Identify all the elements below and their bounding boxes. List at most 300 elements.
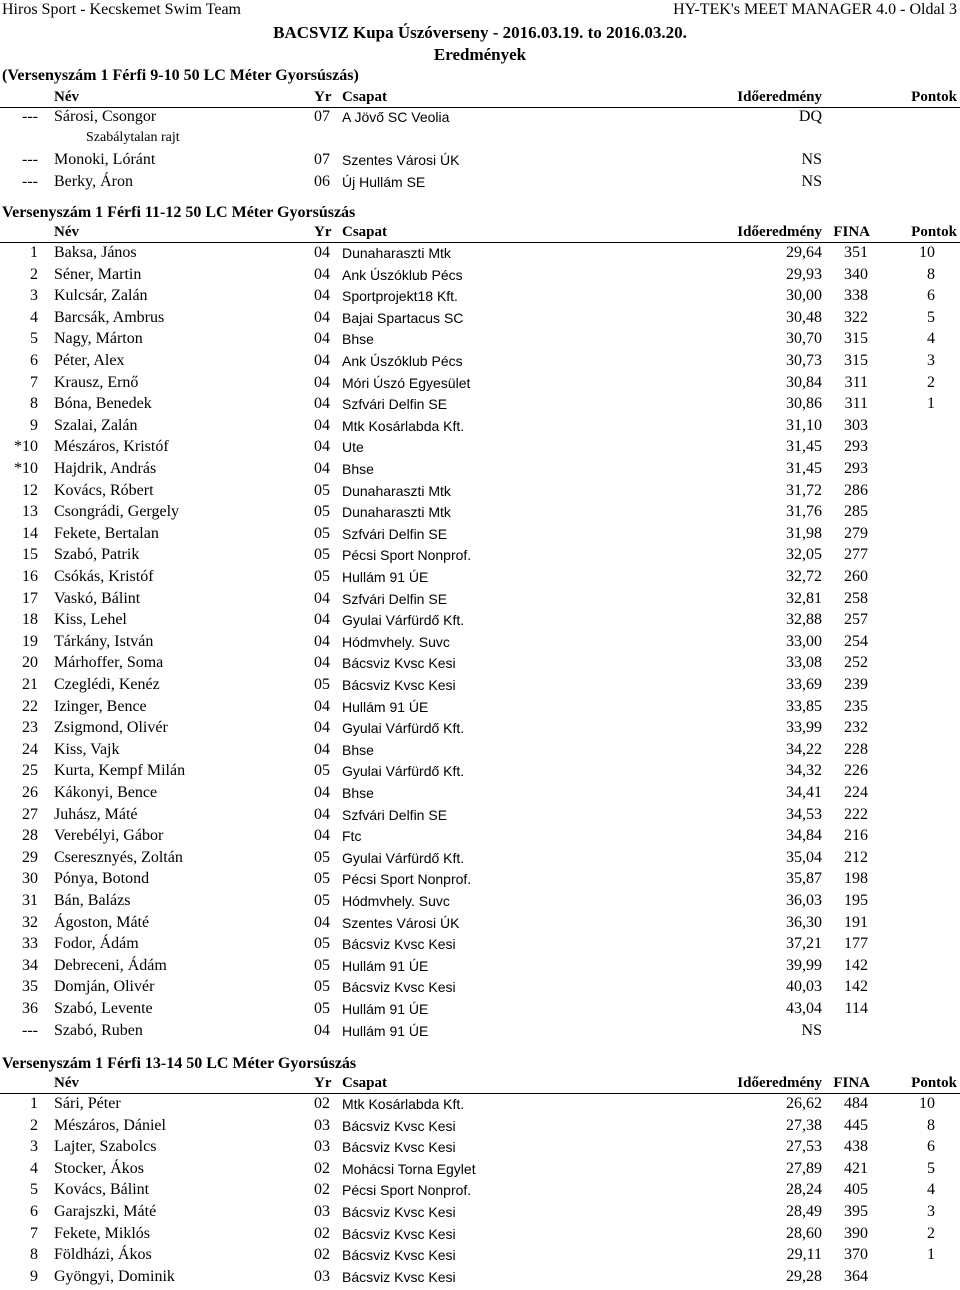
cell-place: 2 [30,1117,38,1134]
cell-name: Juhász, Máté [54,806,138,823]
column-header-fina: FINA [833,224,870,240]
cell-fina: 370 [844,1246,868,1263]
cell-yr: 05 [314,568,330,585]
cell-time: 31,98 [786,525,822,542]
cell-place: 7 [30,1225,38,1242]
cell-fina: 293 [844,438,868,455]
cell-time: 34,32 [786,762,822,779]
cell-team: Hullám 91 ÚE [342,958,429,974]
cell-time: 30,70 [786,330,822,347]
cell-name: Kovács, Bálint [54,1181,150,1198]
cell-place: 24 [22,741,38,758]
result-note: Szabálytalan rajt [86,130,180,145]
cell-place: 4 [30,1160,38,1177]
cell-fina: 142 [844,978,868,995]
cell-fina: 212 [844,849,868,866]
cell-yr: 05 [314,935,330,952]
result-row [0,460,960,481]
cell-time: 27,53 [786,1138,822,1155]
cell-place: 32 [22,914,38,931]
cell-name: Sári, Péter [54,1095,121,1112]
cell-team: Ank Úszóklub Pécs [342,353,463,369]
cell-time: 27,38 [786,1117,822,1134]
cell-team: Bácsviz Kvsc Kesi [342,936,456,952]
cell-yr: 05 [314,849,330,866]
cell-yr: 04 [314,611,330,628]
result-row [0,374,960,395]
cell-yr: 02 [314,1246,330,1263]
column-header-nev: Név [54,1075,79,1091]
column-header-nev: Név [54,224,79,240]
cell-team: Szfvári Delfin SE [342,807,448,823]
cell-name: Monoki, Lóránt [54,151,156,168]
cell-yr: 04 [314,698,330,715]
result-row [0,1160,960,1181]
cell-fina: 438 [844,1138,868,1155]
cell-team: Ank Úszóklub Pécs [342,267,463,283]
cell-name: Péter, Alex [54,352,125,369]
cell-pts: 8 [927,1117,935,1134]
cell-time: 33,99 [786,719,822,736]
cell-time: 28,24 [786,1181,822,1198]
cell-time: 40,03 [786,978,822,995]
cell-yr: 05 [314,676,330,693]
cell-yr: 04 [314,374,330,391]
cell-time: 30,84 [786,374,822,391]
cell-pts: 1 [927,395,935,412]
cell-time: 34,53 [786,806,822,823]
cell-fina: 484 [844,1095,868,1112]
cell-time: 31,10 [786,417,822,434]
cell-fina: 222 [844,806,868,823]
cell-place: 18 [22,611,38,628]
header-right: HY-TEK's MEET MANAGER 4.0 - Oldal 3 [673,1,957,18]
column-header-nev: Név [54,89,79,105]
cell-fina: 177 [844,935,868,952]
cell-pts: 8 [927,266,935,283]
cell-name: Baksa, János [54,244,137,261]
cell-pts: 2 [927,1225,935,1242]
cell-fina: 224 [844,784,868,801]
column-header-pts: Pontok [911,89,957,105]
result-row [0,330,960,351]
cell-place: 3 [30,1138,38,1155]
cell-place: 9 [30,417,38,434]
cell-fina: 286 [844,482,868,499]
cell-team: Sportprojekt18 Kft. [342,288,458,304]
cell-team: Hódmvhely. Suvc [342,634,450,650]
result-row [0,590,960,611]
result-row [0,417,960,438]
cell-pts: 2 [927,374,935,391]
cell-time: 34,84 [786,827,822,844]
cell-team: Ftc [342,828,362,844]
cell-fina: 421 [844,1160,868,1177]
cell-pts: 10 [919,1095,935,1112]
cell-team: Bácsviz Kvsc Kesi [342,1226,456,1242]
cell-fina: 239 [844,676,868,693]
cell-name: Sárosi, Csongor [54,108,157,125]
cell-place: 5 [30,330,38,347]
cell-name: Gyöngyi, Dominik [54,1268,175,1285]
cell-yr: 04 [314,741,330,758]
cell-place: --- [22,1022,38,1039]
cell-fina: 293 [844,460,868,477]
cell-time: NS [801,151,822,168]
cell-name: Debreceni, Ádám [54,957,167,974]
result-row [0,676,960,697]
cell-name: Szabó, Levente [54,1000,153,1017]
column-header-time: Időeredmény [737,89,822,105]
cell-place: *10 [14,438,38,455]
result-row [0,654,960,675]
result-row [0,741,960,762]
cell-place: 5 [30,1181,38,1198]
cell-team: Gyulai Várfürdő Kft. [342,763,465,779]
column-header [0,224,960,243]
cell-name: Zsigmond, Olivér [54,719,168,736]
cell-name: Mészáros, Dániel [54,1117,166,1134]
header-left: Hiros Sport - Kecskemet Swim Team [2,1,241,18]
result-row [0,108,960,129]
cell-time: 28,49 [786,1203,822,1220]
cell-fina: 351 [844,244,868,261]
cell-yr: 04 [314,806,330,823]
column-header-fina: FINA [833,1075,870,1091]
result-row [0,244,960,265]
cell-team: Pécsi Sport Nonprof. [342,871,472,887]
result-row [0,762,960,783]
cell-pts: 5 [927,1160,935,1177]
result-row [0,978,960,999]
cell-name: Verebélyi, Gábor [54,827,164,844]
cell-time: 36,03 [786,892,822,909]
column-header-csapat: Csapat [342,89,388,105]
cell-name: Krausz, Ernő [54,374,139,391]
cell-fina: 405 [844,1181,868,1198]
cell-place: 7 [30,374,38,391]
cell-time: 30,86 [786,395,822,412]
cell-time: 32,81 [786,590,822,607]
cell-yr: 07 [314,108,330,125]
cell-time: 33,08 [786,654,822,671]
cell-team: Ute [342,439,364,455]
result-row [0,503,960,524]
cell-team: Bácsviz Kvsc Kesi [342,1269,456,1285]
cell-yr: 04 [314,330,330,347]
result-row [0,1022,960,1043]
cell-time: 29,64 [786,244,822,261]
cell-pts: 6 [927,287,935,304]
cell-time: 36,30 [786,914,822,931]
cell-team: Hullám 91 ÚE [342,1023,429,1039]
cell-yr: 02 [314,1225,330,1242]
cell-fina: 311 [844,395,868,412]
cell-time: 39,99 [786,957,822,974]
event-title: Versenyszám 1 Férfi 13-14 50 LC Méter Gyorsúszás [2,1055,357,1072]
cell-name: Vaskó, Bálint [54,590,141,607]
cell-fina: 390 [844,1225,868,1242]
cell-yr: 04 [314,309,330,326]
cell-place: 30 [22,870,38,887]
column-header-yr: Yr [314,89,332,105]
cell-team: Új Hullám SE [342,174,426,190]
result-row [0,438,960,459]
cell-time: DQ [798,108,822,125]
cell-yr: 02 [314,1095,330,1112]
cell-yr: 04 [314,352,330,369]
cell-fina: 226 [844,762,868,779]
cell-pts: 4 [927,1181,935,1198]
cell-team: Mtk Kosárlabda Kft. [342,418,465,434]
result-row [0,633,960,654]
result-row [0,309,960,330]
result-row [0,1117,960,1138]
cell-yr: 05 [314,957,330,974]
cell-time: 35,04 [786,849,822,866]
result-row [0,395,960,416]
cell-time: NS [801,173,822,190]
cell-place: 16 [22,568,38,585]
cell-pts: 1 [927,1246,935,1263]
cell-yr: 03 [314,1138,330,1155]
cell-yr: 04 [314,395,330,412]
cell-place: 25 [22,762,38,779]
cell-time: 34,22 [786,741,822,758]
cell-time: 31,76 [786,503,822,520]
cell-team: Mtk Kosárlabda Kft. [342,1096,465,1112]
cell-yr: 04 [314,1022,330,1039]
cell-team: Bácsviz Kvsc Kesi [342,655,456,671]
cell-place: 4 [30,309,38,326]
cell-name: Pónya, Botond [54,870,150,887]
cell-place: 17 [22,590,38,607]
column-header-csapat: Csapat [342,1075,388,1091]
cell-place: 15 [22,546,38,563]
cell-fina: 252 [844,654,868,671]
cell-place: 13 [22,503,38,520]
cell-name: Stocker, Ákos [54,1160,145,1177]
cell-place: 6 [30,352,38,369]
cell-yr: 06 [314,173,330,190]
cell-name: Kurta, Kempf Milán [54,762,186,779]
cell-team: Hullám 91 ÚE [342,1001,429,1017]
cell-name: Fodor, Ádám [54,935,139,952]
cell-team: Bácsviz Kvsc Kesi [342,1139,456,1155]
cell-yr: 07 [314,151,330,168]
result-row [0,546,960,567]
column-header-csapat: Csapat [342,224,388,240]
cell-time: NS [801,1022,822,1039]
cell-team: Szfvári Delfin SE [342,591,448,607]
meet-title: BACSVIZ Kupa Úszóverseny - 2016.03.19. to 2016.03.20. [273,23,687,42]
cell-fina: 311 [844,374,868,391]
cell-team: Bácsviz Kvsc Kesi [342,1118,456,1134]
cell-name: Kiss, Vajk [54,741,120,758]
cell-yr: 03 [314,1268,330,1285]
cell-fina: 142 [844,957,868,974]
cell-name: Fekete, Miklós [54,1225,150,1242]
cell-time: 32,72 [786,568,822,585]
column-header [0,1075,960,1094]
cell-place: 14 [22,525,38,542]
cell-fina: 257 [844,611,868,628]
cell-time: 37,21 [786,935,822,952]
cell-yr: 04 [314,633,330,650]
cell-team: Bhse [342,742,374,758]
cell-name: Márhoffer, Soma [54,654,164,671]
cell-place: 23 [22,719,38,736]
cell-yr: 03 [314,1203,330,1220]
cell-name: Tárkány, István [54,633,154,650]
cell-time: 30,00 [786,287,822,304]
cell-fina: 285 [844,503,868,520]
cell-time: 30,73 [786,352,822,369]
cell-team: Pécsi Sport Nonprof. [342,547,472,563]
cell-yr: 04 [314,460,330,477]
cell-name: Garajszki, Máté [54,1203,157,1220]
cell-place: 19 [22,633,38,650]
cell-name: Kákonyi, Bence [54,784,158,801]
cell-fina: 258 [844,590,868,607]
result-row [0,482,960,503]
cell-time: 26,62 [786,1095,822,1112]
cell-team: Szentes Városi ÚK [342,152,460,168]
cell-place: 8 [30,395,38,412]
cell-time: 31,45 [786,460,822,477]
cell-fina: 191 [844,914,868,931]
cell-team: A Jövő SC Veolia [342,109,450,125]
cell-fina: 254 [844,633,868,650]
cell-place: 6 [30,1203,38,1220]
cell-team: Szfvári Delfin SE [342,396,448,412]
cell-time: 32,05 [786,546,822,563]
cell-place: --- [22,173,38,190]
cell-place: 22 [22,698,38,715]
cell-name: Fekete, Bertalan [54,525,159,542]
column-header-pts: Pontok [911,1075,957,1091]
cell-name: Séner, Martin [54,266,142,283]
cell-time: 33,00 [786,633,822,650]
cell-team: Pécsi Sport Nonprof. [342,1182,472,1198]
event-title: (Versenyszám 1 Férfi 9-10 50 LC Méter Gyorsúszás) [2,67,359,84]
result-row [0,784,960,805]
cell-yr: 05 [314,503,330,520]
result-row [0,849,960,870]
cell-pts: 3 [927,1203,935,1220]
cell-time: 29,93 [786,266,822,283]
cell-yr: 04 [314,914,330,931]
cell-team: Bácsviz Kvsc Kesi [342,1247,456,1263]
cell-pts: 5 [927,309,935,326]
cell-yr: 02 [314,1160,330,1177]
cell-yr: 04 [314,287,330,304]
results-title: Eredmények [433,45,527,64]
cell-yr: 02 [314,1181,330,1198]
cell-place: 21 [22,676,38,693]
cell-yr: 05 [314,482,330,499]
cell-pts: 6 [927,1138,935,1155]
cell-team: Bácsviz Kvsc Kesi [342,979,456,995]
cell-name: Szabó, Patrik [54,546,140,563]
cell-place: 1 [30,1095,38,1112]
cell-yr: 03 [314,1117,330,1134]
cell-name: Cseresznyés, Zoltán [54,849,183,866]
cell-name: Kovács, Róbert [54,482,154,499]
cell-name: Földházi, Ákos [54,1246,152,1263]
result-row [0,1138,960,1159]
cell-name: Kulcsár, Zalán [54,287,148,304]
cell-yr: 05 [314,546,330,563]
cell-time: 31,72 [786,482,822,499]
cell-team: Dunaharaszti Mtk [342,483,451,499]
cell-yr: 05 [314,978,330,995]
cell-time: 33,69 [786,676,822,693]
result-row [0,352,960,373]
cell-fina: 235 [844,698,868,715]
cell-yr: 04 [314,827,330,844]
cell-time: 31,45 [786,438,822,455]
cell-name: Berky, Áron [54,173,133,190]
cell-yr: 05 [314,892,330,909]
result-row [0,914,960,935]
cell-team: Hódmvhely. Suvc [342,893,450,909]
cell-pts: 3 [927,352,935,369]
result-row [0,827,960,848]
cell-team: Bácsviz Kvsc Kesi [342,1204,456,1220]
result-row [0,1225,960,1246]
cell-fina: 195 [844,892,868,909]
cell-name: Bán, Balázs [54,892,131,909]
cell-fina: 322 [844,309,868,326]
cell-time: 27,89 [786,1160,822,1177]
cell-yr: 05 [314,1000,330,1017]
cell-name: Nagy, Márton [54,330,143,347]
result-row [0,525,960,546]
cell-team: Hullám 91 ÚE [342,569,429,585]
cell-pts: 4 [927,330,935,347]
cell-team: Dunaharaszti Mtk [342,245,451,261]
cell-place: 28 [22,827,38,844]
cell-fina: 303 [844,417,868,434]
cell-yr: 05 [314,870,330,887]
cell-place: 8 [30,1246,38,1263]
result-row [0,1246,960,1267]
column-header-yr: Yr [314,224,332,240]
cell-fina: 279 [844,525,868,542]
result-row [0,892,960,913]
result-row [0,719,960,740]
cell-fina: 338 [844,287,868,304]
cell-team: Hullám 91 ÚE [342,699,429,715]
cell-name: Domján, Olivér [54,978,155,995]
cell-yr: 04 [314,590,330,607]
cell-fina: 277 [844,546,868,563]
cell-team: Gyulai Várfürdő Kft. [342,720,465,736]
cell-fina: 395 [844,1203,868,1220]
cell-fina: 232 [844,719,868,736]
result-row [0,957,960,978]
column-header-time: Időeredmény [737,224,822,240]
cell-team: Bácsviz Kvsc Kesi [342,677,456,693]
result-row [0,870,960,891]
result-row [0,611,960,632]
result-row [0,568,960,589]
cell-time: 30,48 [786,309,822,326]
result-row [0,1181,960,1202]
cell-team: Dunaharaszti Mtk [342,504,451,520]
result-row [0,266,960,287]
